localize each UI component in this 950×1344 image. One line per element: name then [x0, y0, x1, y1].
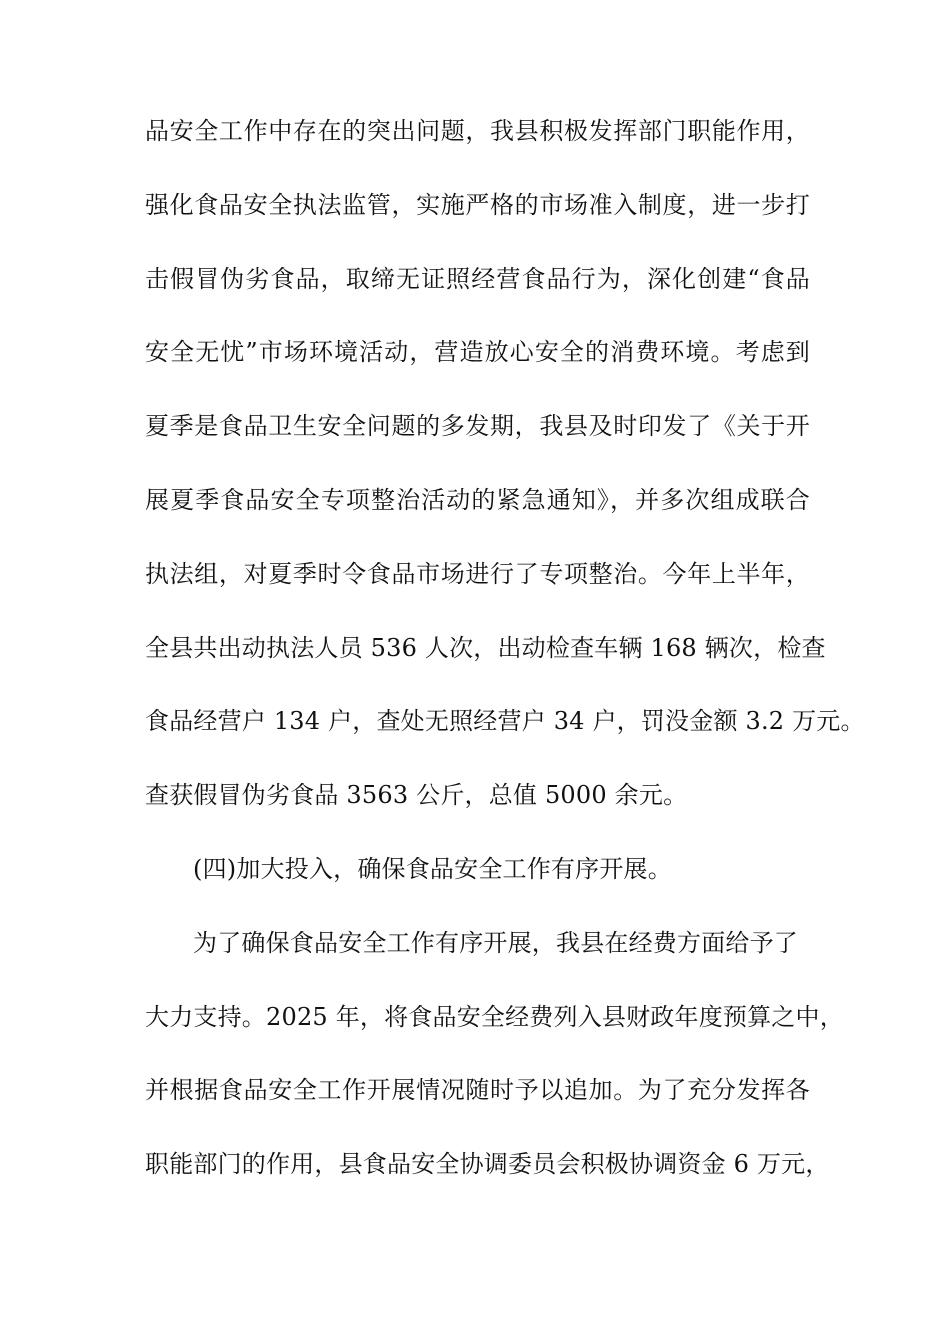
- text-line: 职能部门的作用，县食品安全协调委员会积极协调资金 6 万元，: [145, 1150, 830, 1179]
- section-heading: (四)加大投入，确保食品安全工作有序开展。: [193, 854, 672, 883]
- text-line: 品安全工作中存在的突出问题，我县积极发挥部门职能作用，: [145, 117, 810, 145]
- text-line: 大力支持。2025 年，将食品安全经费列入县财政年度预算之中，: [145, 1002, 844, 1031]
- text-line: 食品经营户 134 户，查处无照经营户 34 户，罚没金额 3.2 万元。: [145, 707, 865, 736]
- text-line: 全县共出动执法人员 536 人次，出动检查车辆 168 辆次，检查: [145, 633, 826, 662]
- document-body: [145, 107, 865, 1214]
- text-line: 展夏季食品安全专项整治活动的紧急通知》，并多次组成联合: [145, 485, 810, 514]
- text-line: 安全无忧”市场环境活动，营造放心安全的消费环境。考虑到: [145, 338, 810, 367]
- text-line: 执法组，对夏季时令食品市场进行了专项整治。今年上半年，: [145, 559, 810, 588]
- text-line: 为了确保食品安全工作有序开展，我县在经费方面给予了: [193, 928, 798, 957]
- text-line: 查获假冒伪劣食品 3563 公斤，总值 5000 余元。: [145, 781, 688, 810]
- text-line: 夏季是食品卫生安全问题的多发期，我县及时印发了《关于开: [145, 412, 810, 441]
- text-line: 击假冒伪劣食品，取缔无证照经营食品行为，深化创建“食品: [145, 264, 810, 293]
- text-line: 并根据食品安全工作开展情况随时予以追加。为了充分发挥各: [145, 1076, 810, 1105]
- text-line: 强化食品安全执法监管，实施严格的市场准入制度，进一步打: [145, 190, 810, 219]
